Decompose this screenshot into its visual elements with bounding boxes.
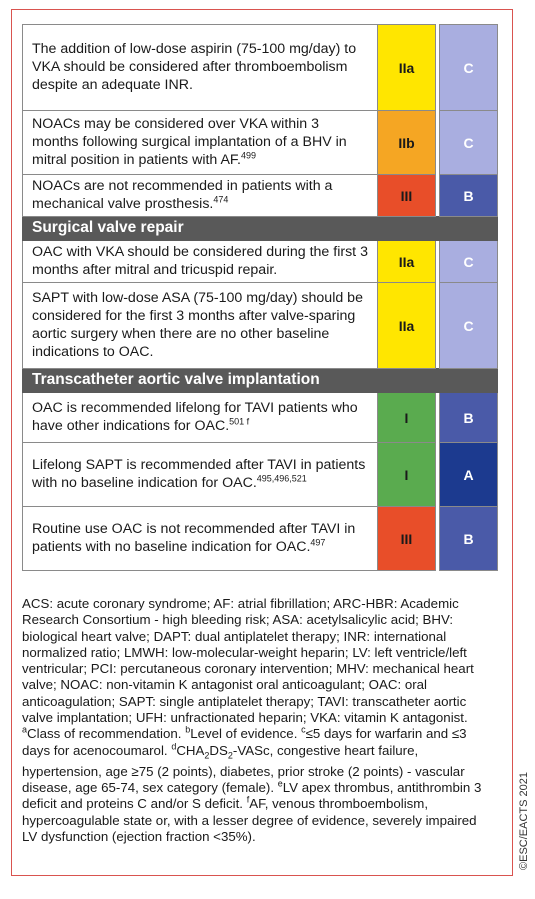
class-cell: IIa xyxy=(378,283,436,369)
recommendation-body: OAC with VKA should be considered during the first 3 months after mitral and tricuspid repair. xyxy=(32,244,368,278)
class-cell: III xyxy=(378,507,436,571)
recommendation-text xyxy=(23,111,378,175)
recommendation-row xyxy=(23,175,498,217)
class-cell: I xyxy=(378,443,436,507)
footnote-a: Class of recommendation. xyxy=(27,726,182,742)
recommendation-text xyxy=(23,507,378,571)
class-cell: IIb xyxy=(378,111,436,175)
footnote-d: -VASc, congestive heart failure, hypertension, age ≥75 (2 points), diabetes, prior stroke (2 points) - vascular disease, age 65-74, sex category (female). xyxy=(22,742,465,795)
recommendation-body: Lifelong SAPT is recommended after TAVI in patients with no baseline indication for OAC. xyxy=(32,457,366,491)
recommendation-body: The addition of low-dose aspirin (75-100 mg/day) to VKA should be considered after thromboembolism despite an adequate INR. xyxy=(32,41,357,93)
recommendation-row xyxy=(23,283,498,369)
recommendation-row xyxy=(23,241,498,283)
footnote-f: AF, venous thromboembolism, hypercoagulable state or, with a lesser degree of evidence, severely impaired LV dysfunction (ejection fraction <35%). xyxy=(22,796,477,844)
level-cell: B xyxy=(440,393,498,443)
section-title: Transcatheter aortic valve implantation xyxy=(23,369,498,393)
level-cell: C xyxy=(440,111,498,175)
recommendation-text xyxy=(23,241,378,283)
class-cell: IIa xyxy=(378,241,436,283)
recommendation-row xyxy=(23,25,498,111)
recommendation-text xyxy=(23,175,378,217)
recommendation-text xyxy=(23,283,378,369)
level-cell: B xyxy=(440,175,498,217)
recommendation-row xyxy=(23,111,498,175)
recommendation-body: SAPT with low-dose ASA (75-100 mg/day) should be considered for the first 3 months after valve-sparing aortic surgery when there are no other baseline indications to OAC. xyxy=(32,290,363,360)
footnote-c: ≤5 days for warfarin and ≤3 days for acenocoumarol. xyxy=(22,726,467,758)
class-cell: IIa xyxy=(378,25,436,111)
class-cell: I xyxy=(378,393,436,443)
reference-sup: 501 f xyxy=(229,416,250,427)
class-cell: III xyxy=(378,175,436,217)
level-cell: C xyxy=(440,283,498,369)
reference-sup: 499 xyxy=(240,150,256,161)
reference-sup: 495,496,521 xyxy=(256,473,307,484)
copyright: ©ESC/EACTS 2021 xyxy=(518,772,530,870)
section-header xyxy=(23,369,498,393)
recommendation-body: NOACs are not recommended in patients with a mechanical valve prosthesis. xyxy=(32,178,333,212)
recommendations-table xyxy=(22,24,498,571)
reference-sup: 474 xyxy=(213,194,229,205)
footnote: ACS: acute coronary syndrome; AF: atrial fibrillation; ARC-HBR: Academic Research Consortium - high bleeding risk; ASA: acetylsalicylic acid; BHV: biological heart valve; DAPT: dual antiplatelet therapy; INR: international normalized ratio; LMWH: low-molecular-weight heparin; LV: left ventricle/left ventricular; PCI: percutaneous coronary intervention; MHV: mechanical heart valve; NOAC: non-vitamin K antagonist oral anticoagulant; OAC: oral anticoagulation; SAPT: single antiplatelet therapy; TAVI: transcatheter aortic valve implantation; UFH: unfractionated heparin; VKA: vitamin K antagonist. $^a$Class of recommendation. $^b$Level of evidence. $^c$≤5 days for warfarin and ≤3 days for acenocoumarol. $^dCHA_2DS_2$-VASc, congestive heart failure, hypertension, age ≥75 (2 points), diabetes, prior stroke (2 points) - vascular disease, age 65-74, sex category (female). $^e$LV apex thrombus, antithrombin 3 deficit and proteins C and/or S deficit. $^f$AF, venous thromboembolism, hypercoagulable state or, with a lesser degree of evidence, severely impaired LV dysfunction (ejection fraction <35%). xyxy=(22,596,482,844)
footnote-b: Level of evidence. xyxy=(190,726,298,742)
abbreviations-text: ACS: acute coronary syndrome; AF: atrial fibrillation; ARC-HBR: Academic Research Consortium - high bleeding risk; ASA: acetylsalicylic acid; BHV: biological heart valve; DAPT: dual antiplatelet therapy; INR: international normalized ratio; LMWH: low-molecular-weight heparin; LV: left ventricle/left ventricular; PCI: percutaneous coronary intervention; MHV: mechanical heart valve; NOAC: non-vitamin K antagonist oral anticoagulant; OAC: oral anticoagulation; SAPT: single antiplatelet therapy; TAVI: transcatheter aortic valve implantation; UFH: unfractionated heparin; VKA: vitamin K antagonist. xyxy=(22,596,474,726)
footnote-d-cha: CHA xyxy=(176,742,205,758)
recommendation-text xyxy=(23,25,378,111)
recommendation-body: Routine use OAC is not recommended after TAVI in patients with no baseline indication for OAC. xyxy=(32,521,356,555)
footnote-e: LV apex thrombus, antithrombin 3 deficit and proteins C and/or S deficit. xyxy=(22,779,482,812)
level-cell: C xyxy=(440,241,498,283)
recommendation-text xyxy=(23,393,378,443)
recommendation-body: OAC is recommended lifelong for TAVI patients who have other indications for OAC. xyxy=(32,400,358,434)
footnote-d-sub: 2 xyxy=(204,750,210,761)
footnote-d-ds: DS xyxy=(209,742,228,758)
recommendation-row xyxy=(23,507,498,571)
level-cell: A xyxy=(440,443,498,507)
recommendation-text xyxy=(23,443,378,507)
recommendation-body: NOACs may be considered over VKA within 3 months following surgical implantation of a BHV in mitral position in patients with AF. xyxy=(32,116,347,168)
section-header xyxy=(23,217,498,241)
section-title: Surgical valve repair xyxy=(23,217,498,241)
reference-sup: 497 xyxy=(310,537,326,548)
level-cell: C xyxy=(440,25,498,111)
recommendation-row xyxy=(23,393,498,443)
footnote-d-sub2: 2 xyxy=(227,750,233,761)
recommendation-row xyxy=(23,443,498,507)
level-cell: B xyxy=(440,507,498,571)
